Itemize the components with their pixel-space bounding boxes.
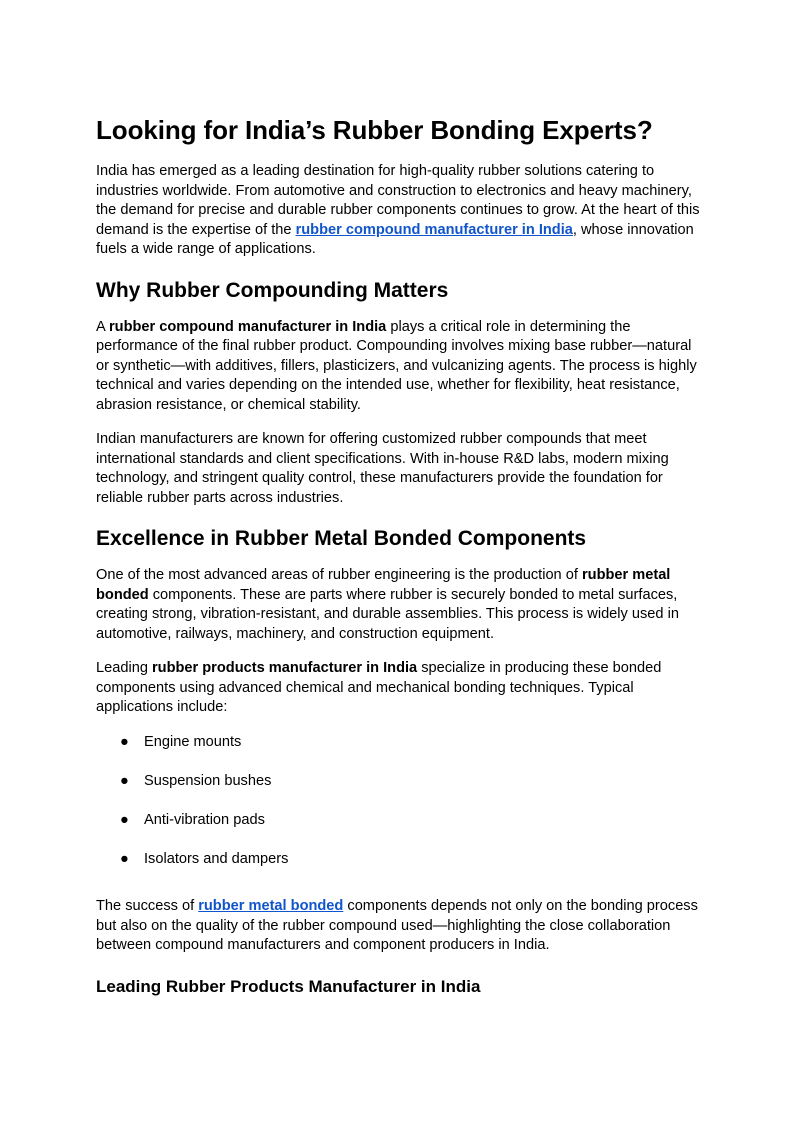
rubber-metal-bonded-link[interactable]: rubber metal bonded: [198, 898, 344, 914]
rubber-compound-manufacturer-link[interactable]: rubber compound manufacturer in India: [295, 221, 573, 238]
list-item-text: Engine mounts: [144, 733, 242, 750]
list-item: [96, 733, 700, 753]
bonded-p2-bold: rubber products manufacturer in India: [152, 660, 418, 676]
heading-why-compounding: Why Rubber Compounding Matters: [96, 278, 449, 302]
applications-list: [96, 733, 700, 870]
heading-leading-manufacturer: Leading Rubber Products Manufacturer in India: [96, 976, 481, 996]
document-body: [96, 114, 700, 998]
list-item-text: Isolators and dampers: [144, 850, 289, 867]
bonded-p3-lead: The success of: [96, 898, 199, 914]
bonded-p1-rest: components. These are parts where rubber is securely bonded to metal surfaces, creating strong, vibration-resistant, and durable assemblies. This process is widely used in automotive, railways, machinery, and construction equipment.: [96, 586, 679, 642]
list-item: [96, 850, 700, 870]
bullet-icon: ●: [120, 772, 129, 789]
list-item-text: Anti-vibration pads: [144, 811, 265, 828]
bonded-paragraph-3: [96, 897, 700, 956]
bonded-paragraph-2: [96, 659, 700, 718]
bonded-p3-rest: components depends not only on the bonding process but also on the quality of the rubber compound used—highlighting the close collaboration between compound manufacturers and component producers in India.: [96, 898, 698, 953]
intro-text-after: , whose innovation fuels a wide range of applications.: [96, 221, 694, 257]
bullet-icon: ●: [120, 850, 129, 867]
bullet-icon: ●: [120, 811, 129, 828]
compounding-paragraph-1: [96, 318, 700, 416]
heading-bonded-components: Excellence in Rubber Metal Bonded Components: [96, 527, 587, 550]
bullet-icon: ●: [120, 733, 129, 750]
bonded-p1-bold: rubber metal bonded: [96, 567, 671, 603]
intro-text-before: India has emerged as a leading destination for high-quality rubber solutions catering to industries worldwide. From automotive and construction to electronics and heavy machinery, the demand for precise and durable rubber components continues to grow. At the heart of this demand is the expertise of the: [96, 163, 700, 238]
compounding-paragraph-2: Indian manufacturers are known for offering customized rubber compounds that meet international standards and client specifications. With in-house R&D labs, modern mixing technology, and stringent quality control, these manufacturers provide the foundation for reliable rubber parts across industries.: [96, 431, 669, 506]
list-item: [96, 772, 700, 792]
bonded-paragraph-1: [96, 566, 700, 644]
bonded-p2-rest: specialize in producing these bonded components using advanced chemical and mechanical bonding techniques. Typical applications include:: [96, 660, 662, 715]
compounding-p1-lead: A: [96, 318, 109, 335]
compounding-p1-bold: rubber compound manufacturer in India: [108, 318, 387, 335]
list-item-text: Suspension bushes: [144, 772, 272, 789]
list-item: [96, 811, 700, 831]
bonded-p2-lead: Leading: [96, 660, 152, 676]
intro-paragraph: [96, 162, 700, 260]
compounding-p1-rest: plays a critical role in determining the performance of the final rubber product. Compounding involves mixing base rubber—natural or synthetic—with additives, fillers, plasticizers, and vulcanizing agents. The process is highly technical and varies depending on the intended use, whether for flexibility, heat resistance, abrasion resistance, or chemical stability.: [96, 318, 697, 413]
page-title: Looking for India’s Rubber Bonding Experts?: [96, 115, 653, 145]
bonded-p1-lead: One of the most advanced areas of rubber engineering is the production of: [96, 567, 582, 583]
